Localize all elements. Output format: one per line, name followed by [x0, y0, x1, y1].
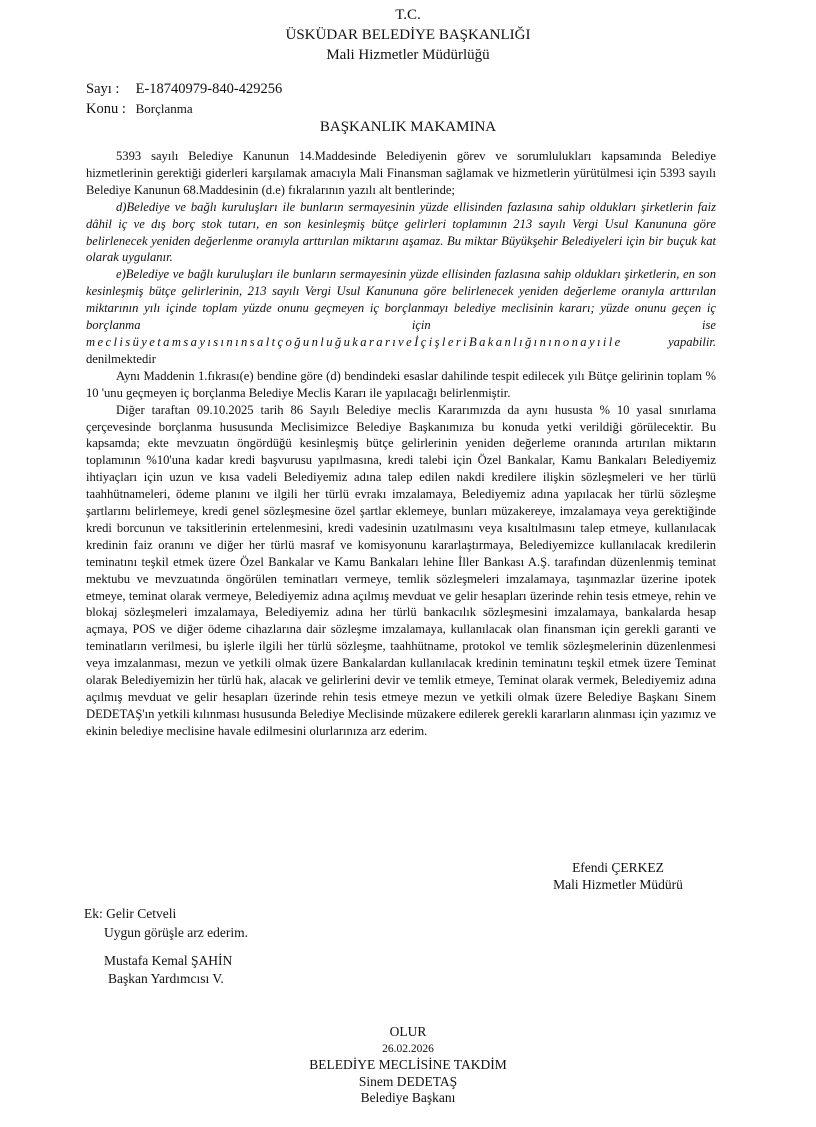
paragraph-1: 5393 sayılı Belediye Kanunun 14.Maddesinde Belediyenin görev ve sorumlulukları kapsamında Belediye hizmetlerinin gerektiği giderleri karşılamak amacıyla Mali Finansman sağlamak ve hizmetlerin yürütülmesi için 5393 sayılı Belediye Kanunun 68.Maddesinin (d.e) fıkralarının yazılı alt bentlerinde;: [86, 149, 716, 197]
attachment-note: Ek: Gelir Cetveli: [84, 906, 177, 921]
header-department: Mali Hizmetler Müdürlüğü: [326, 47, 490, 63]
header-institution: ÜSKÜDAR BELEDİYE BAŞKANLIĞI: [285, 27, 531, 43]
paragraph-2: d)Belediye ve bağlı kuruluşları ile bunların sermayesinin yüzde ellisinden fazlasına sahip oldukları şirketlerin faiz dâhil iç ve dış borç stok tutarı, en son kesinleşmiş bütçe gelirleri toplamının 213 sayılı Vergi Usul Kanununa göre belirlenecek yeniden değerlenme oranıyla arttırılan miktarını aşamaz. Bu miktar Büyükşehir Belediyeleri için bir buçuk kat olarak uygulanır.: [86, 199, 716, 265]
addressee: BAŞKANLIK MAKAMINA: [319, 119, 497, 135]
mayor-name: Sinem DEDETAŞ: [358, 1073, 458, 1089]
paragraph-4: Aynı Maddenin 1.fıkrası(e) bendine göre (d) bendindeki esaslar dahilinde tespit edilecek yılı Bütçe gelirinin toplam % 10 'unu geçmeyen iç borçlanma Belediye Meclis Kararı ile yapılacağı belirlenmiştir.: [86, 368, 716, 400]
konu-value: Borçlanma: [135, 101, 193, 116]
signer-name: Efendi ÇERKEZ: [572, 860, 664, 875]
olur-date: 26.02.2026: [382, 1042, 434, 1055]
deputy-name: Mustafa Kemal ŞAHİN: [104, 953, 233, 968]
signer-block: [528, 859, 708, 893]
header-tc: T.C.: [395, 7, 421, 23]
sayi-value: E-18740979-840-429256: [135, 81, 283, 97]
reference-subject: [86, 100, 193, 118]
deputy-block: [104, 952, 232, 988]
olur-line: BELEDİYE MECLİSİNE TAKDİM: [309, 1057, 507, 1072]
olur-label: OLUR: [389, 1024, 427, 1039]
reference-number: [86, 80, 282, 98]
konu-label: Konu :: [86, 101, 126, 117]
signer-title: Mali Hizmetler Müdürü: [553, 877, 683, 892]
approval-note: Uygun görüşle arz ederim.: [104, 925, 248, 940]
deputy-title: Başkan Yardımcısı V.: [108, 971, 224, 986]
sayi-label: Sayı :: [86, 81, 120, 97]
letter-body: [86, 148, 716, 740]
paragraph-3-tail-italic: yapabilir.: [668, 334, 716, 349]
paragraph-3-main: e)Belediye ve bağlı kuruluşları ile bunların sermayesinin yüzde ellisinden fazlasına sahip oldukları şirketlerin, en son kesinleşmiş bütçe gelirlerinin, 213 sayılı Vergi Usul Kanununa göre belirlenecek yeniden değerleme oranıyla arttırılan miktarının yılı içinde toplam yüzde onunu geçmeyen iç borçlanmayı belediye meclisinin kararı; yüzde onunu geçen iç borçlanma için ise: [86, 267, 716, 333]
paragraph-3-spaced: meclisüyetamsayısınınsaltçoğunluğukararıveİçişleriBakanlığınınonayıile: [86, 334, 623, 349]
olur-block: [0, 1024, 816, 1107]
paragraph-3: [86, 266, 716, 367]
mayor-title: Belediye Başkanı: [360, 1090, 456, 1105]
paragraph-5: Diğer taraftan 09.10.2025 tarih 86 Sayılı Belediye meclis Kararımızda da aynı hususta % 10 yasal sınırlama çerçevesinde borçlanma hususunda Meclisimizce Belediye Başkanımıza bu konuda yetki verildiği görülecektir. Bu kapsamda; ekte mevzuatın öngördüğü kesinleşmiş bütçe gelirlerinin yeniden değerleme oranında artırılan miktarın toplamının %10'una kadar kredi başvurusu yapılmasına, kredi talebi için Özel Bankalar, Kamu Bankaları Belediyemiz ihtiyaçları için uzun ve kısa vadeli Belediyemiz adına talep edilen nakdi kredilere ilişkin sözleşmeleri ve her türlü taahhütnameleri, ödeme planını ve ilgili her türlü evrakı imzalamaya, Belediyemiz adına yapılacak her türlü sözleşme şartlarını belirlemeye, kredi genel sözleşmesine özel şartlar eklemeye, bunları müzakereye, imzalamaya veya gerektiğinde kredi borcunun ve taksitlerinin ertelenmesini, kredi vadesinin uzatılmasını veya kısaltılmasını talep etmeye, kullanılacak kredinin faiz oranını ve diğer her türlü masraf ve komisyonunu kararlaştırmaya, Belediyemizce kullanılacak kredilerin teminatını teşkil etmek üzere Özel Bankalar ve Kamu Bankaları lehine İller Bankası A.Ş. tarafından düzenlenmiş teminat mektubu ve mevzuatında öngörülen teminatları vermeye, temlik sözleşmeleri imzalamaya, taşınmazlar üzerine ipotek etmeye, teminat olarak vermeye, Belediyemiz adına açılmış mevduat ve gelir hesapları üzerinde rehin tesis etmeye, rehin ve blokaj sözleşmeleri imzalamaya, Belediyemiz adına her türlü bankacılık sözleşmesini imzalamaya, bankalarda hesap açmaya, POS ve diğer ödeme cihazlarına dair sözleşme imzalamaya, kullanılacak olan finansman için gerekli garanti ve teminatların verilmesi, bu işlerle ilgili her türlü sözleşme, taahhütname, protokol ve temlik sözleşmelerinin düzenlenmesi veya imzalanması, mezun ve yetkili olmak üzere Bankalardan kullanılacak kredinin teminatını teşkil etmek üzere Teminat olarak Belediyemizin her türlü hak, alacak ve gelirlerini devir ve temlik etmeye, Teminat olarak vermek, Belediyemiz adına açılmış mevduat ve gelir hesapları üzerinde rehin tesis etmeye mezun ve yetkili olmak üzere Belediye Başkanı Sinem DEDETAŞ'ın yetkili kılınması hususunda Belediye Meclisinde müzakere edilerek gerekli kararların alınması için yazımız ve ekinin belediye meclisine havale edilmesini olurlarınıza arz ederim.: [86, 402, 716, 738]
paragraph-3-tail: denilmektedir: [86, 351, 156, 366]
